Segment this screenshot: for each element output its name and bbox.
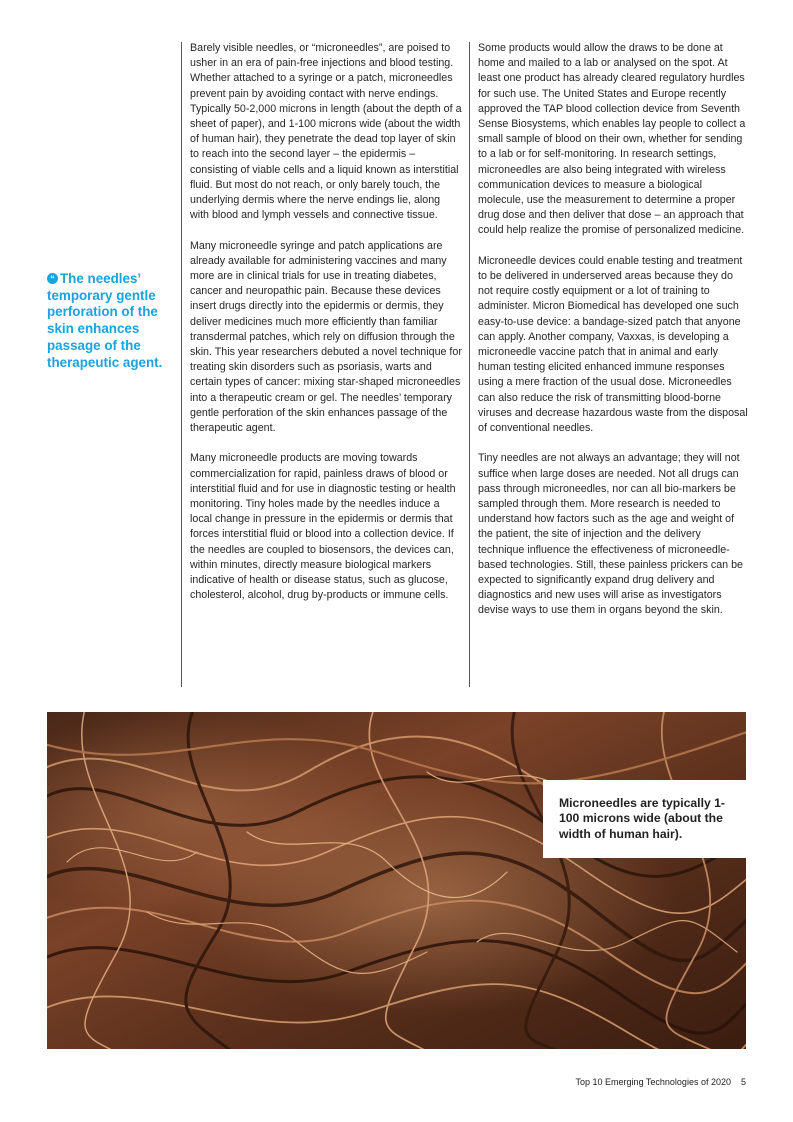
paragraph: Many microneedle products are moving towards commercialization for rapid, painless draws of blood or interstitial fluid and for use in diagnostic testing or health monitoring. Tiny holes made by the needles induce a local change in pressure in the epidermis or dermis that forces interstitial fluid or blood into a collection device. If the needles are coupled to biosensors, the devices can, within minutes, directly measure biological markers indicative of health or disease status, such as glucose, cholesterol, alcohol, drug by-products or immune cells. [190,452,456,602]
paragraph: Some products would allow the draws to be done at home and mailed to a lab or analysed on the spot. At least one product has already cleared regulatory hurdles for such use. The United States and Europe recently approved the TAP blood collection device from Seventh Sense Biosystems, which enables lay people to collect a small sample of blood on their own, whether for sending to a lab or for self-monitoring. In research settings, microneedles are also being integrated with wireless communication devices to measure a biological molecule, use the measurement to determine a proper drug dose and then deliver that dose – an approach that could help realize the promise of personalized medicine. [478,42,746,237]
hair-photo [47,712,746,1049]
photo-caption: Microneedles are typically 1-100 microns wide (about the width of human hair). [559,796,725,841]
article-column-right [478,41,748,634]
column-divider-left [181,42,182,687]
quote-icon [47,273,58,284]
photo-caption-box [543,780,746,858]
article-column-left [190,41,462,619]
pull-quote-text: The needles’ temporary gentle perforation of the skin enhances passage of the therapeutic agent. [47,271,163,370]
paragraph: Many microneedle syringe and patch applications are already available for administering vaccines and many more are in clinical trials for use in treating diabetes, cancer and neuropathic pain. Because these devices insert drugs directly into the epidermis or dermis, they deliver medicines much more efficiently than familiar transdermal patches, which rely on diffusion through the skin. This year researchers debuted a novel technique for treating skin disorders such as psoriasis, warts and certain types of cancer: mixing star-shaped microneedles into a therapeutic cream or gel. The needles’ temporary gentle perforation of the skin enhances passage of the therapeutic agent. [190,239,462,435]
pull-quote [47,271,169,371]
paragraph: Microneedle devices could enable testing and treatment to be delivered in underserved areas because they do not require costly equipment or a lot of training to administer. Micron Biomedical has developed one such easy-to-use device: a bandage-sized patch that anyone can apply. Another company, Vaxxas, is developing a microneedle vaccine patch that in animal and early human testing elicited enhanced immune responses using a mere fraction of the usual dose. Microneedles can also reduce the risk of transmitting blood-borne viruses and decrease hazardous waste from the disposal of conventional needles. [478,254,748,435]
page-number: 5 [740,1077,746,1087]
footer-title: Top 10 Emerging Technologies of 2020 [575,1077,731,1087]
paragraph: Tiny needles are not always an advantage; they will not suffice when large doses are needed. Not all drugs can pass through microneedles, nor can all bio-markers be sampled through them. More research is needed to understand how factors such as the age and weight of the patient, the site of injection and the delivery technique influence the effectiveness of microneedle-based technologies. Still, these painless prickers can be expected to significantly expand drug delivery and diagnostics and new uses will arise as investigators devise ways to use them in organs beyond the skin. [478,452,743,617]
paragraph: Barely visible needles, or “microneedles”, are poised to usher in an era of pain-free injections and blood testing. Whether attached to a syringe or a patch, microneedles prevent pain by avoiding contact with nerve endings. Typically 50-2,000 microns in length (about the depth of a sheet of paper), and 1-100 microns wide (about the width of human hair), they penetrate the dead top layer of skin to reach into the second layer – the epidermis – consisting of viable cells and a liquid known as interstitial fluid. But most do not reach, or only barely touch, the underlying dermis where the nerve endings lie, along with blood and lymph vessels and connective tissue. [190,42,462,222]
column-divider-right [469,42,470,687]
page-footer [576,1077,746,1087]
